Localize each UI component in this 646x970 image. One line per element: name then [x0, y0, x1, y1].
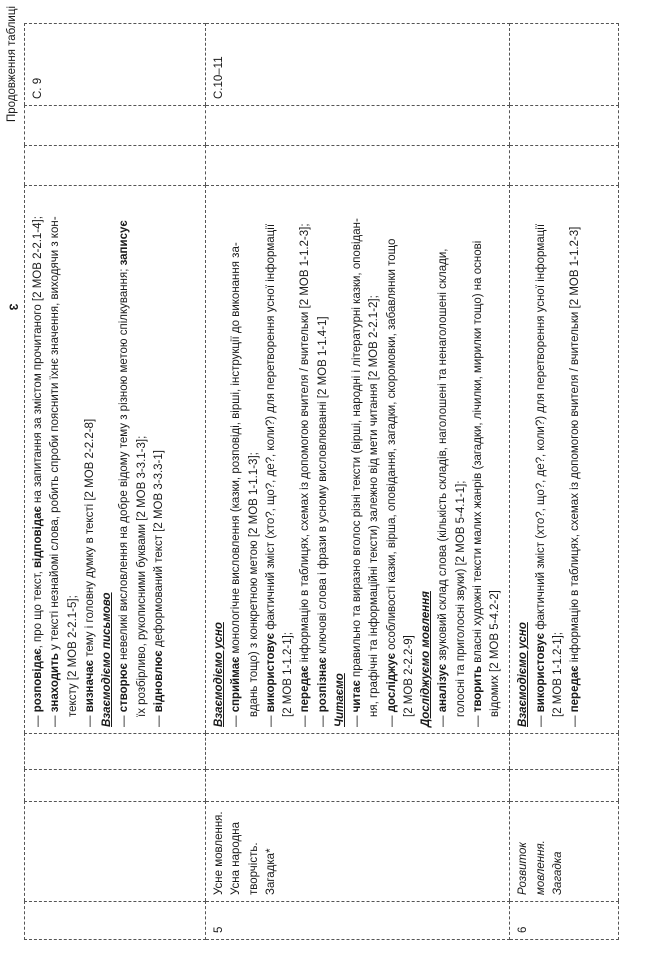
- outcome-line: — читає правильно та виразно вголос різні тексти (вірші, народні і літературні казки, оповідан-: [351, 218, 363, 727]
- outcome-line: — передає інформацію в таблицях, схемах із допомогою вчителя / вчительки [2 МОВ 1-1.2-3];: [299, 223, 312, 727]
- outcome-line: [2 МОВ 2-2.2-9]: [402, 635, 415, 717]
- outcome-line: — аналізує звуковий склад слова (кількість складів, наголошені та ненаголошені склади,: [437, 248, 450, 727]
- outcome-line: — розпізнає ключові слова і фрази в усному висловлюванні [2 МОВ 1-1.4-1]: [316, 316, 329, 727]
- outcome-line: — творить власні художні тексти малих жанрів (загадки, лічилки, мирилки тощо) на основі: [471, 240, 484, 727]
- section-heading: Взаємодіємо усно: [213, 622, 225, 727]
- outcomes-cell: [206, 186, 510, 734]
- lesson-number-cell: 6: [510, 902, 619, 940]
- table-row: [206, 24, 510, 940]
- page-number: 3: [6, 303, 21, 311]
- outcome-line: [2 МОВ 1-1.2-1];: [282, 631, 294, 717]
- page-reference-cell: С.10–11: [206, 24, 510, 106]
- outcome-line: відомих [2 МОВ 5-4.2-2]: [489, 590, 501, 717]
- outcome-line: — сприймає монологічне висловлення (казки, розповіді, вірші, інструкції до виконання за-: [230, 242, 243, 727]
- table-row: [25, 24, 206, 940]
- outcomes-cell: [510, 186, 619, 734]
- outcome-line: їх розбірливо, рукописними буквами [2 МОВ 3-3.1-3];: [135, 435, 148, 717]
- outcome-line: ня, графічні та інформаційні тексти) залежно від мети читання [2 МОВ 2-2.1-2];: [368, 295, 381, 717]
- outcome-line: голосні та приголосні звуки) [2 МОВ 5-4.1-1];: [454, 480, 467, 717]
- outcome-line: — відновлює деформований текст [2 МОВ 3-3.3-1]: [152, 450, 165, 727]
- lesson-number-cell: [25, 902, 206, 940]
- section-heading: Досліджуємо мовлення: [420, 591, 432, 727]
- outcome-line: тексту [2 МОВ 2-2.1-5];: [66, 595, 79, 717]
- lesson-number-cell: 5: [206, 902, 510, 940]
- curriculum-table: [24, 23, 619, 940]
- table-continuation-header: Продовження таблиці: [6, 6, 18, 122]
- outcome-line: [2 МОВ 1-1.2-1];: [551, 631, 564, 717]
- page-reference-cell: [510, 24, 619, 106]
- outcome-line: вдань тощо) з конкретною метою [2 МОВ 1-1.1-3];: [247, 452, 260, 717]
- section-heading: Взаємодіємо письмово: [101, 592, 113, 727]
- table-row: [510, 24, 619, 940]
- outcome-line: — передає інформацію в таблицях, схемах із допомогою вчителя / вчительки [2 МОВ 1-1.2-3]: [569, 226, 581, 727]
- section-heading: Взаємодіємо усно: [517, 622, 530, 727]
- outcome-line: — використовує фактичний зміст (хто?, що?, де?, коли?) для перетворення усної інформації: [264, 223, 277, 727]
- page-reference-cell: С. 9: [25, 24, 206, 106]
- outcome-line: — визначає тему і головну думку в тексті [2 МОВ 2-2.2-8]: [83, 418, 96, 727]
- outcome-line: — знаходить у тексті незнайомі слова, робить спроби пояснити їхнє значення, виходячи з кон-: [49, 216, 62, 727]
- lesson-topic-cell: Усне мовлення. Усна народна творчість. Загадка*: [206, 802, 510, 902]
- outcome-line: — створює невеликі висловлення на добре відому тему з різною метою спілкування; записує: [118, 220, 131, 727]
- lesson-topic-cell: [25, 802, 206, 902]
- outcomes-cell: [25, 186, 206, 734]
- outcome-line: — використовує фактичний зміст (хто?, що?, де?, коли?) для перетворення усної інформації: [534, 223, 547, 727]
- lesson-topic-cell: Розвиток мовлення. Загадка: [510, 802, 619, 902]
- outcome-line: — розповідає, про що текст, відповідає на запитання за змістом прочитаного [2 МОВ 2-2.1-4];: [32, 216, 44, 727]
- section-heading: Читаємо: [333, 673, 346, 727]
- outcome-line: — досліджує особливості казки, вірша, оповідання, загадки, скоромовки, забавлянки тощо: [385, 238, 398, 727]
